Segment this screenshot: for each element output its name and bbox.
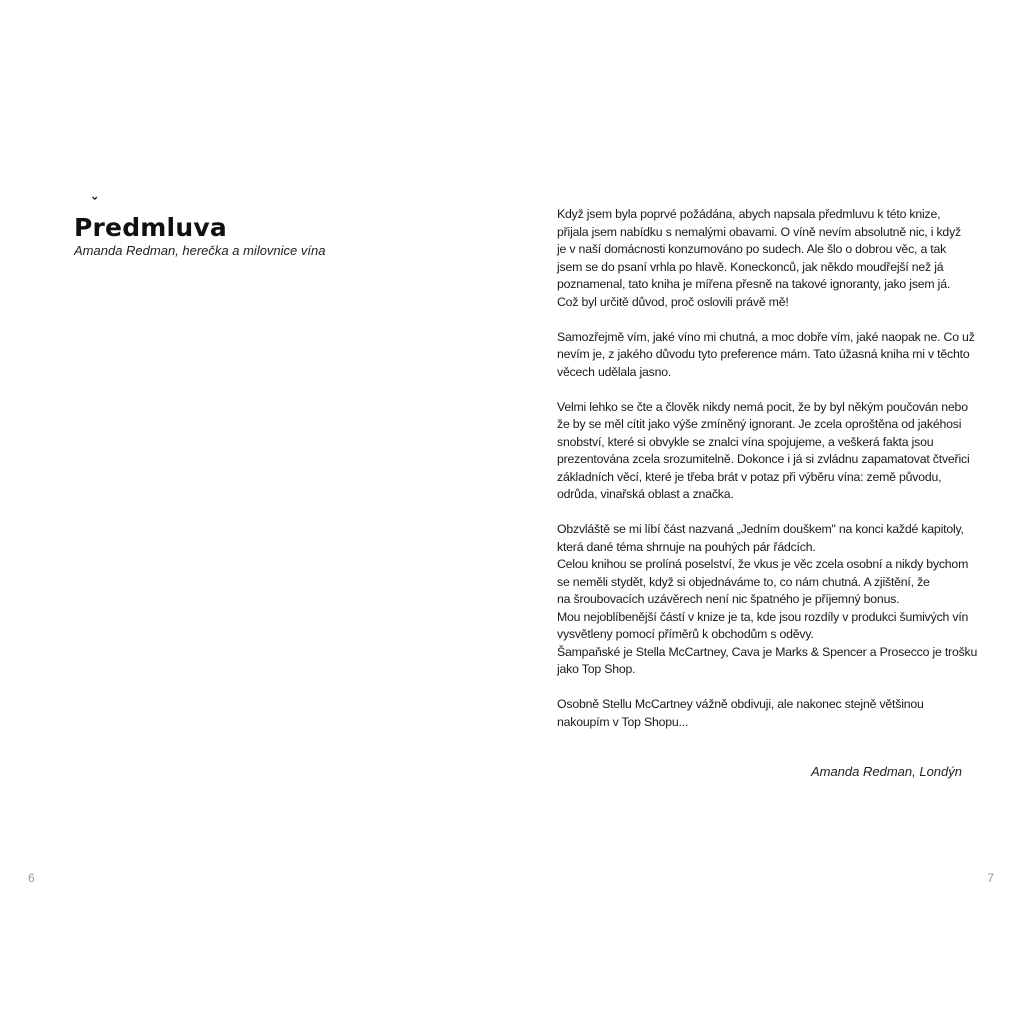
title-caron: ˇ bbox=[91, 195, 99, 213]
paragraph-line: vysvětleny pomocí příměrů k obchodům s oděvy. bbox=[557, 627, 814, 641]
paragraph-line: Když jsem byla poprvé požádána, abych napsala předmluvu k této knize, bbox=[557, 207, 941, 221]
paragraph-line: snobství, které si obvykle se znalci vína spojujeme, a veškerá fakta jsou bbox=[557, 434, 934, 449]
paragraph-line: prezentována zcela srozumitelně. Dokonce i já si zvládnu zapamatovat čtveřici bbox=[557, 452, 970, 466]
paragraph-line: že by se měl cítit jako výše zmíněný ignorant. Je zcela oproštěna od jakéhosi bbox=[557, 417, 962, 431]
paragraph bbox=[557, 696, 967, 731]
paragraph-line: přijala jsem nabídku s nemalými obavami. O víně nevím absolutně nic, i když bbox=[557, 224, 961, 239]
paragraph-line: nakoupím v Top Shopu... bbox=[557, 714, 689, 729]
page-number-left: 6 bbox=[28, 871, 35, 885]
paragraph-line: Což byl určitě důvod, proč oslovili právě mě! bbox=[557, 294, 789, 309]
paragraph bbox=[557, 521, 978, 679]
page-title: Predmluva bbox=[74, 213, 227, 242]
paragraph-line: Šampaňské je Stella McCartney, Cava je Marks & Spencer a Prosecco je trošku bbox=[557, 644, 978, 659]
paragraph-line: je v naší domácnosti konzumováno po sudech. Ale šlo o dobrou věc, a tak bbox=[557, 242, 947, 256]
paragraph bbox=[557, 329, 975, 382]
signature: Amanda Redman, Londýn bbox=[810, 764, 962, 779]
paragraph-line: Velmi lehko se čte a člověk nikdy nemá pocit, že by byl někým poučován nebo bbox=[557, 399, 968, 414]
paragraph-line: na šroubovacích uzávěrech není nic špatného je příjemný bonus. bbox=[557, 592, 900, 606]
right-page bbox=[512, 0, 1024, 1024]
paragraph-line: jsem se do psaní vrhla po hlavě. Koneckonců, jak někdo moudřejší než já bbox=[557, 259, 944, 274]
paragraph-line: nevím je, z jakého důvodu tyto preference mám. Tato úžasná kniha mi v těchto bbox=[557, 347, 970, 361]
paragraph-line: jako Top Shop. bbox=[557, 662, 636, 676]
paragraph-line: Mou nejoblíbenější částí v knize je ta, kde jsou rozdíly v produkci šumivých vín bbox=[557, 609, 969, 624]
paragraph-line: poznamenal, tato kniha je mířena přesně na takové ignoranty, jako jsem já. bbox=[557, 277, 951, 291]
paragraph-line: odrůda, vinařská oblast a značka. bbox=[557, 487, 734, 501]
paragraph bbox=[557, 399, 970, 504]
paragraph-line: Celou knihou se prolíná poselství, že vkus je věc zcela osobní a nikdy bychom bbox=[557, 557, 969, 571]
page-subtitle: Amanda Redman, herečka a milovnice vína bbox=[74, 243, 326, 258]
paragraph-line: základních věcí, které je třeba brát v potaz při výběru vína: země původu, bbox=[557, 469, 942, 484]
paragraph bbox=[557, 206, 967, 311]
paragraph-line: Osobně Stellu McCartney vážně obdivuji, ale nakonec stejně většinou bbox=[557, 697, 924, 711]
paragraph-line: Samozřejmě vím, jaké víno mi chutná, a moc dobře vím, jaké naopak ne. Co už bbox=[557, 329, 975, 344]
paragraph-line: která dané téma shrnuje na pouhých pár řádcích. bbox=[557, 539, 816, 554]
paragraph-line: věcech udělala jasno. bbox=[557, 364, 672, 379]
paragraph-line: se neměli stydět, když si objednáváme to, co nám chutná. A zjištění, že bbox=[557, 574, 930, 589]
paragraph-line: Obzvláště se mi líbí část nazvaná „Jedním douškem" na konci každé kapitoly, bbox=[557, 522, 964, 536]
page-number-right: 7 bbox=[987, 871, 994, 885]
body-text bbox=[557, 206, 978, 749]
